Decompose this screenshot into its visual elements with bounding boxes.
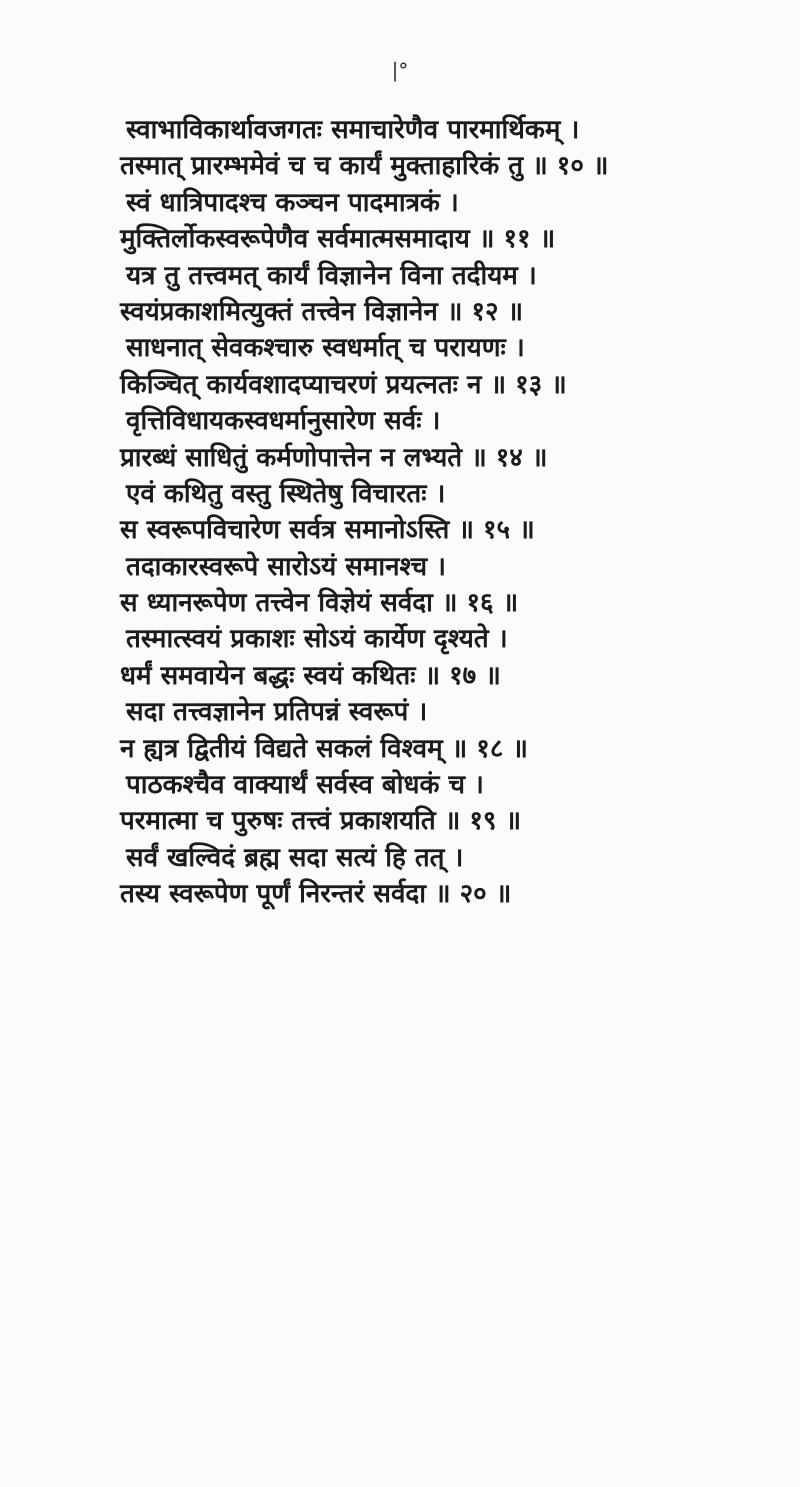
verse-line: स्वाभाविकार्थावजगतः समाचारेणैव पारमार्थिकम् । [126, 115, 580, 145]
verse-line: परमात्मा च पुरुषः तत्त्वं प्रकाशयति ॥ १९ ॥ [120, 806, 522, 837]
verse-line: यत्र तु तत्त्वमत् कार्यं विज्ञानेन विना तदीयम । [126, 260, 537, 291]
verse-line: साधनात् सेवकश्चारु स्वधर्मात् च परायणः । [126, 333, 525, 364]
verse-line: पाठकश्चैव वाक्यार्थं सर्वस्व बोधकं च । [126, 770, 484, 801]
verse-line: वृत्तिविधायकस्वधर्मानुसारेण सर्वः । [126, 406, 441, 437]
verse-line: स ध्यानरूपेण तत्त्वेन विज्ञेयं सर्वदा ॥ १६ ॥ [120, 588, 519, 619]
verse-line: न ह्यत्र द्वितीयं विद्यते सकलं विश्वम् ॥ १८ ॥ [120, 733, 528, 764]
verse-line: तस्मात्स्वयं प्रकाशः सोऽयं कार्येण दृश्यते । [126, 624, 508, 655]
verse-line: धर्मं समवायेन बद्धः स्वयं कथितः ॥ १७ ॥ [120, 660, 501, 691]
verse-line: सदा तत्त्वज्ञानेन प्रतिपन्नं स्वरूपं । [126, 697, 428, 728]
page-number: |° [391, 58, 409, 82]
verse-line: किञ्चित् कार्यवशादप्याचरणं प्रयत्नतः न ॥ १३ ॥ [120, 369, 567, 400]
verse-line: मुक्तिर्लोकस्वरूपेणैव सर्वमात्मसमादाय ॥ ११ ॥ [120, 224, 556, 255]
verse-line: एवं कथितु वस्तु स्थितेषु विचारतः । [126, 478, 446, 509]
verse-line: स्वयंप्रकाशमित्युक्तं तत्त्वेन विज्ञानेन ॥ १२ ॥ [120, 296, 524, 327]
verse-line: तस्य स्वरूपेण पूर्णं निरन्तरं सर्वदा ॥ २० ॥ [120, 879, 512, 910]
verse-line: प्रारब्धं साधितुं कर्मणोपात्तेन न लभ्यते ॥ १४ ॥ [120, 442, 548, 473]
verse-block [112, 112, 762, 913]
verse-line: स्वं धात्रिपादश्च कञ्चन पादमात्रकं । [126, 187, 459, 218]
verse-line: स स्वरूपविचारेण सर्वत्र समानोऽस्ति ॥ १५ ॥ [120, 515, 535, 546]
verse-line: सर्वं खल्विदं ब्रह्म सदा सत्यं हि तत् । [126, 842, 464, 873]
verse-line: तस्मात् प्रारम्भमेवं च च कार्यं मुक्ताहारिकं तु ॥ १० ॥ [120, 151, 609, 182]
verse-line: तदाकारस्वरूपे सारोऽयं समानश्च । [126, 551, 446, 582]
